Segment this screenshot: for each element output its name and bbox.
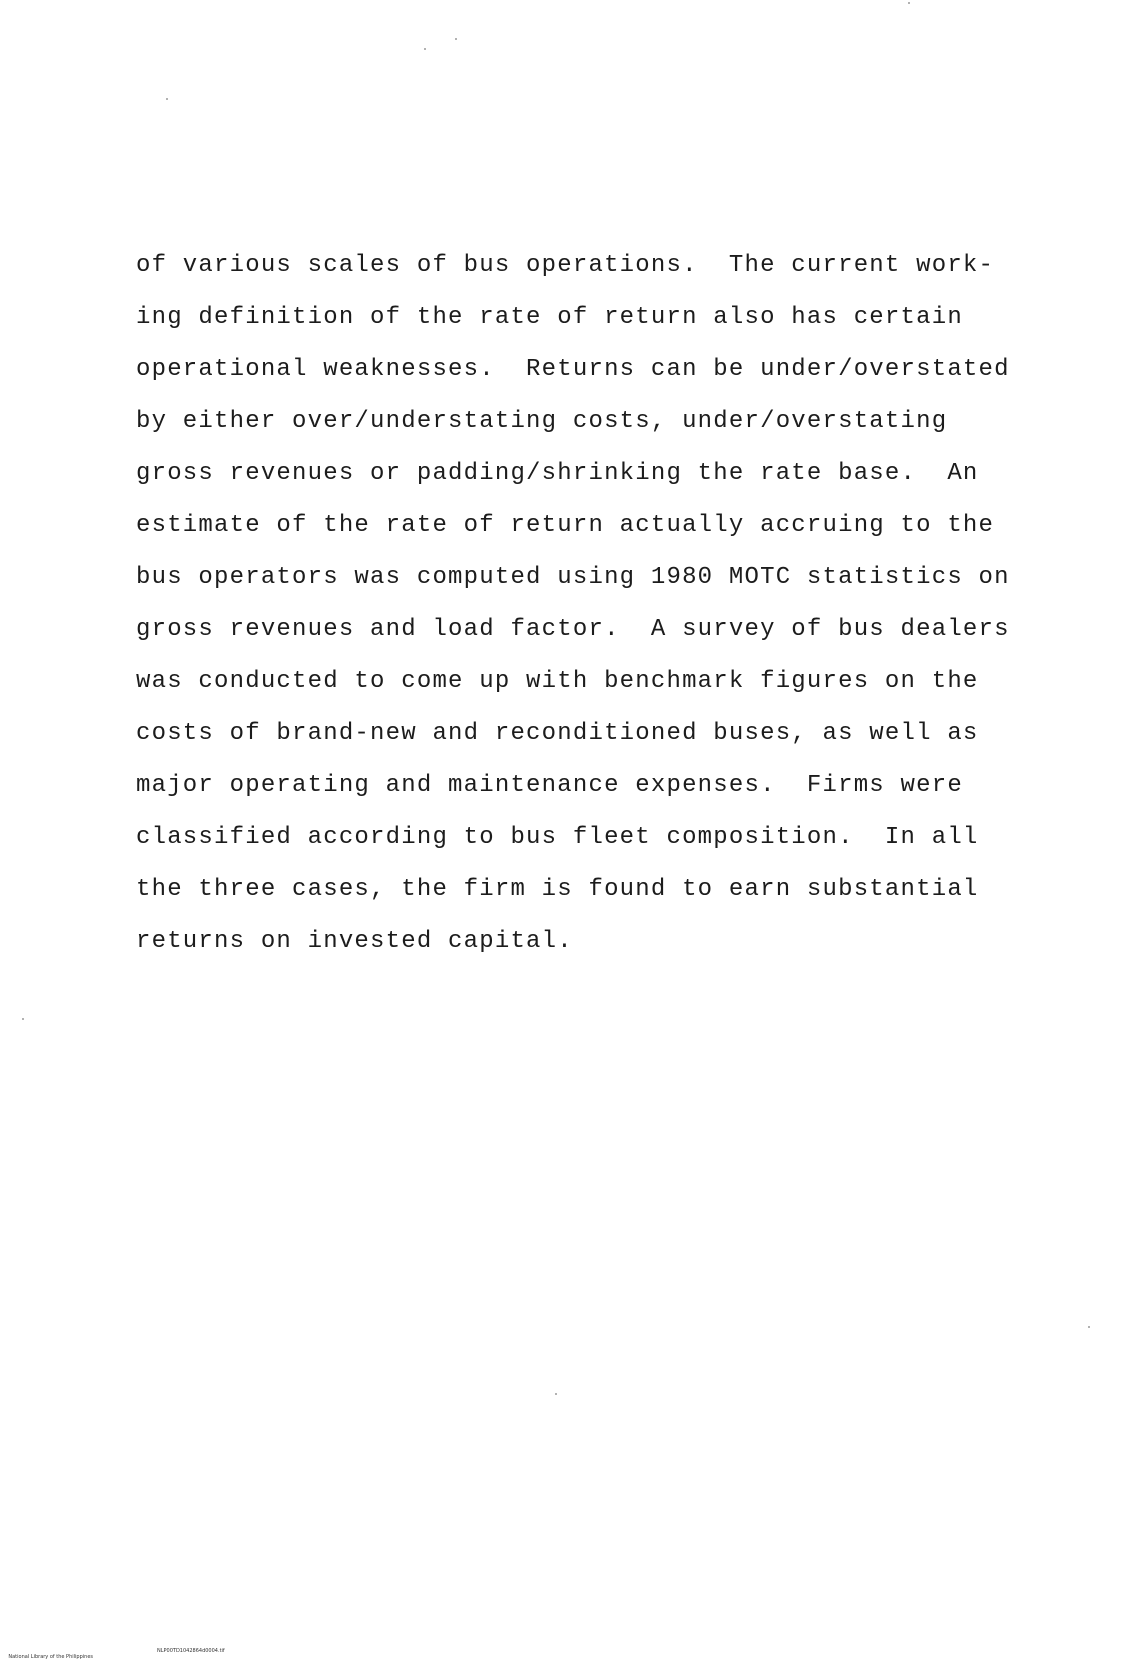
text-line: classified according to bus fleet composition. In all xyxy=(136,824,979,851)
file-identifier: NLP00TD1042864d0004.tif xyxy=(157,1648,225,1654)
text-line: the three cases, the firm is found to earn substantial xyxy=(136,876,979,903)
paragraph xyxy=(136,240,1066,968)
text-line: was conducted to come up with benchmark figures on the xyxy=(136,668,979,695)
library-credit: National Library of the Philippines xyxy=(8,1654,93,1660)
scan-speck xyxy=(424,48,426,50)
scan-speck xyxy=(555,1393,557,1395)
text-line: bus operators was computed using 1980 MOTC statistics on xyxy=(136,564,1010,591)
text-line: returns on invested capital. xyxy=(136,928,573,955)
text-line: estimate of the rate of return actually accruing to the xyxy=(136,512,995,539)
text-line: costs of brand-new and reconditioned buses, as well as xyxy=(136,720,979,747)
text-line: of various scales of bus operations. The current work- xyxy=(136,252,995,279)
text-line: operational weaknesses. Returns can be under/overstated xyxy=(136,356,1010,383)
scan-speck xyxy=(455,38,457,40)
scan-footer xyxy=(2,1648,225,1672)
scan-speck xyxy=(166,98,168,100)
scan-speck xyxy=(22,1018,24,1020)
scan-speck xyxy=(1088,1326,1090,1328)
text-line: ing definition of the rate of return also has certain xyxy=(136,304,963,331)
text-line: by either over/understating costs, under/overstating xyxy=(136,408,948,435)
text-line: gross revenues and load factor. A survey of bus dealers xyxy=(136,616,1010,643)
scan-speck xyxy=(908,2,910,4)
text-line: gross revenues or padding/shrinking the rate base. An xyxy=(136,460,979,487)
text-line: major operating and maintenance expenses. Firms were xyxy=(136,772,963,799)
